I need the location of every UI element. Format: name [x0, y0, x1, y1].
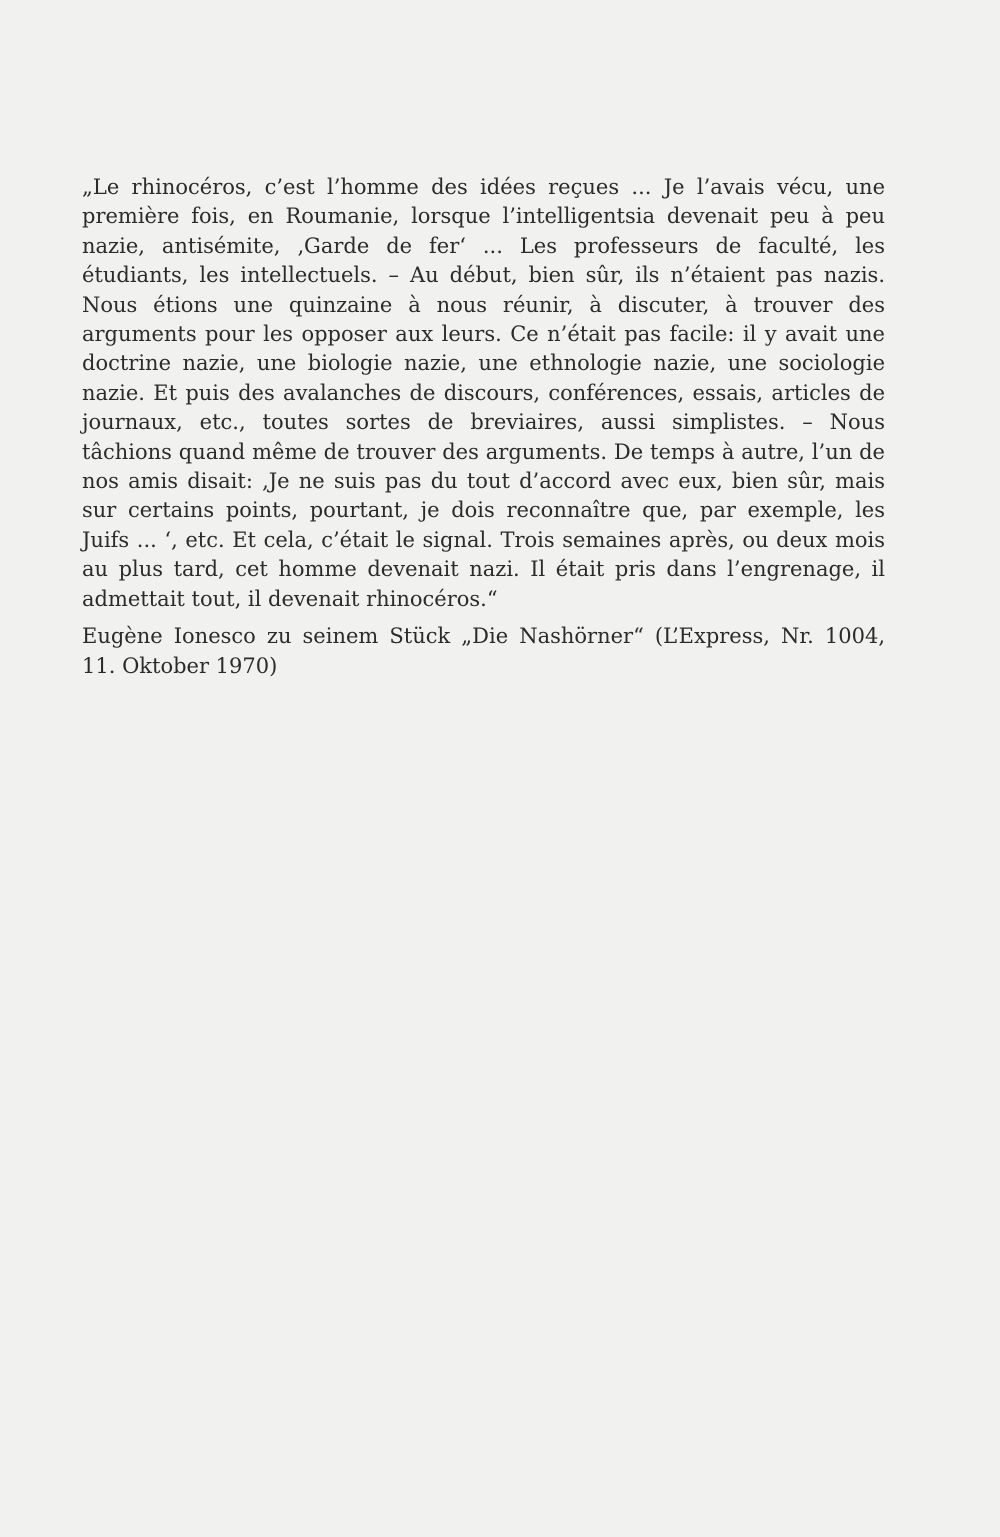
quote-attribution: Eugène Ionesco zu seinem Stück „Die Nashörner“ (L’Express, Nr. 1004, 11. Oktober 1970)	[82, 624, 885, 678]
ionesco-quote: „Le rhinocéros, c’est l’homme des idées reçues ... Je l’avais vécu, une première fois, en Roumanie, lorsque l’intelligentsia devenait peu à peu nazie, antisémite, ‚Garde de fer‘ ... Les professeurs de faculté, les étudiants, les intellectuels. – Au début, bien sûr, ils n’étaient pas nazis. Nous étions une quinzaine à nous réunir, à discuter, à trouver des arguments pour les opposer aux leurs. Ce n’était pas facile: il y avait une doctrine nazie, une biologie nazie, une ethnologie nazie, une sociologie nazie. Et puis des avalanches de discours, conférences, essais, articles de journaux, etc., toutes sortes de breviaires, aussi simplistes. – Nous tâchions quand même de trouver des arguments. De temps à autre, l’un de nos amis disait: ‚Je ne suis pas du tout d’accord avec eux, bien sûr, mais sur certains points, pourtant, je dois reconnaître que, par exemple, les Juifs ... ‘, etc. Et cela, c’était le signal. Trois semaines après, ou deux mois au plus tard, cet homme devenait nazi. Il était pris dans l’engrenage, il admettait tout, il devenait rhinocéros.“	[82, 175, 885, 611]
epigraph	[82, 173, 885, 681]
